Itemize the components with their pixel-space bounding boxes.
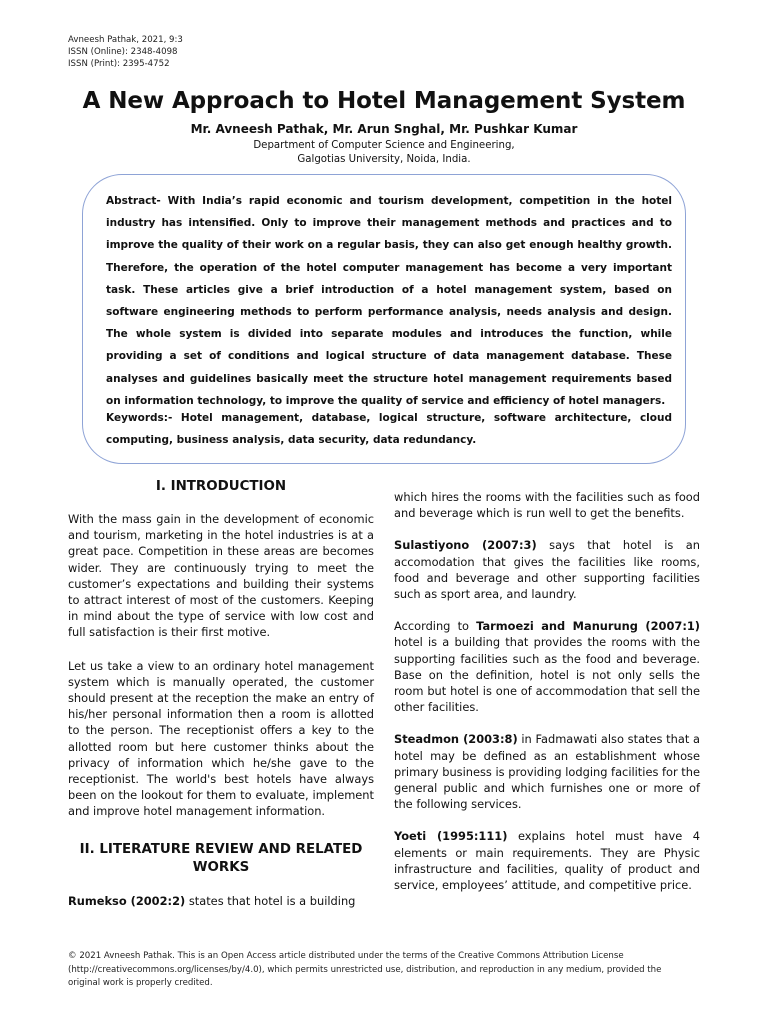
citation-yoeti: Yoeti (1995:111)	[394, 829, 508, 844]
authors: Mr. Avneesh Pathak, Mr. Arun Snghal, Mr. Pushkar Kumar	[190, 122, 578, 136]
issn-print: ISSN (Print): 2395-4752	[68, 59, 170, 69]
yoeti-paragraph	[394, 828, 700, 893]
rumekso-paragraph	[68, 893, 374, 909]
citation-tarmoezi: Tarmoezi and Manurung (2007:1)	[476, 619, 701, 634]
sulastiyono-text: says that hotel is an accomodation that gives the facilities like rooms, food and beverage and other supporting facilities such as sport area, and laundry.	[394, 538, 701, 602]
steadmon-paragraph	[394, 731, 700, 812]
intro-paragraph-2: Let us take a view to an ordinary hotel management system which is manually operated, the customer should present at the reception the make an entry of his/her personal information then a room is allotted to the person. The receptionist offers a key to the allotted room but here customer thinks about the privacy of information which he/she gave to the receptionist. The world's best hotels have always been on the lookout for them to evaluate, implement and improve hotel management information.	[68, 658, 374, 819]
right-column	[394, 489, 700, 893]
left-column	[68, 478, 374, 909]
introduction-heading: I. INTRODUCTION	[155, 479, 287, 494]
journal-meta	[68, 34, 183, 70]
steadmon-text: in Fadmawati also states that a hotel may be defined as an establishment whose primary business is providing lodging facilities for the general public and which furnishes one or more of the following services.	[394, 732, 700, 812]
tarmoezi-paragraph	[394, 618, 700, 715]
citation-rumekso: Rumekso (2002:2)	[68, 893, 186, 908]
affiliation-university: Galgotias University, Noida, India.	[297, 154, 471, 165]
yoeti-text: explains hotel must have 4 elements or main requirements. They are Physic infrastructure and facilities, quality of product and service, employees’ attitude, and competitive price.	[394, 829, 700, 893]
citation: Avneesh Pathak, 2021, 9:3	[68, 35, 183, 45]
sulastiyono-paragraph	[394, 537, 700, 602]
tarmoezi-text: hotel is a building that provides the rooms with the supporting facilities such as the food and beverage. Base on the definition, hotel is not only sells the room but hotel is one of accommodation that sell the other facilities.	[394, 635, 700, 715]
issn-online: ISSN (Online): 2348-4098	[68, 47, 178, 57]
intro-paragraph-1: With the mass gain in the development of economic and tourism, marketing in the hotel industries is at a great pace. Competition in these areas are becomes wider. They are continuously trying to meet the customer’s expectations and building their systems to attract interest of most of the customers. Keeping in mind about the type of service with low cost and full satisfaction is their first motive.	[68, 512, 374, 640]
license-footer	[68, 950, 708, 991]
continued-paragraph: which hires the rooms with the facilities such as food and beverage which is run well to get the benefits.	[394, 490, 700, 521]
affiliation	[0, 139, 768, 167]
license-line-2: (http://creativecommons.org/licenses/by/4.0), which permits unrestricted use, distribution, and reproduction in any medium, provided the	[68, 964, 662, 975]
paper-title: A New Approach to Hotel Management System	[82, 88, 686, 114]
license-line-3: original work is properly credited.	[68, 978, 213, 988]
abstract: Abstract- With India’s rapid economic and tourism development, competition in the hotel industry has intensified. Only to improve their management methods and practices and to improve the quality of their work on a regular basis, they can also get enough healthy growth. Therefore, the operation of the hotel computer management has become a very important task. These articles give a brief introduction of a hotel management system, based on software engineering methods to perform performance analysis, needs analysis and design. The whole system is divided into separate modules and introduces the function, while providing a set of conditions and logical structure of data management database. These analyses and guidelines basically meet the structure hotel management requirements based on information technology, to improve the quality of service and efficiency of hotel managers.	[106, 195, 672, 407]
literature-review-heading: II. LITERATURE REVIEW AND RELATED WORKS	[79, 841, 363, 875]
affiliation-department: Department of Computer Science and Engineering,	[253, 140, 515, 151]
rumekso-text: states that hotel is a building	[185, 893, 356, 908]
citation-sulastiyono: Sulastiyono (2007:3)	[394, 538, 537, 553]
tarmoezi-prefix: According to	[394, 619, 477, 634]
keywords: Keywords:- Hotel management, database, logical structure, software architecture, cloud computing, business analysis, data security, data redundancy.	[106, 412, 672, 446]
license-line-1: © 2021 Avneesh Pathak. This is an Open Access article distributed under the terms of the Creative Commons Attribution License	[68, 951, 624, 961]
citation-steadmon: Steadmon (2003:8)	[394, 732, 518, 747]
